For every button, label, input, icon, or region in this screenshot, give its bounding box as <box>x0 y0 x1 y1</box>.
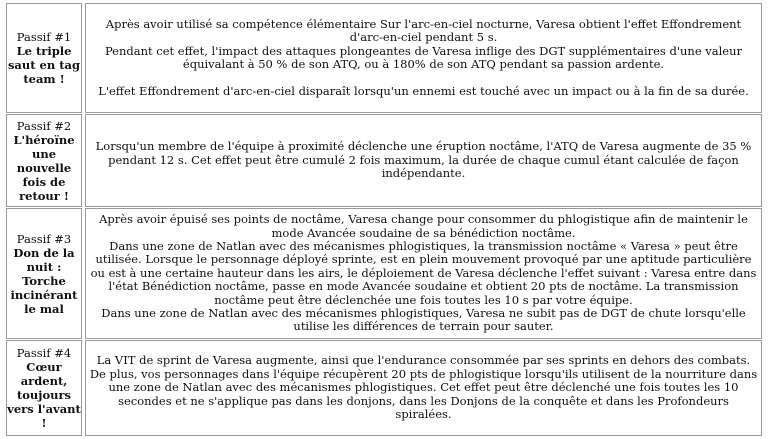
passive-header-cell <box>6 114 82 207</box>
paragraph-spacer <box>89 71 758 84</box>
passive-name: Cœur ardent, toujours vers l'avant ! <box>7 360 81 430</box>
passive-description-cell <box>85 3 762 113</box>
description-paragraph: Pendant cet effet, l'impact des attaques plongeantes de Varesa inflige des DGT supplémentaires d'une valeur équivalant à 50 % de son ATQ, ou à 180% de son ATQ pendant sa passion ardente. <box>104 43 743 71</box>
passive-label: Passif #4 <box>16 346 72 360</box>
description-paragraph: Dans une zone de Natlan avec des mécanismes phlogistiques, Varesa ne subit pas de DGT de chute lorsqu'elle utilise les différences de terrain pour sauter. <box>101 306 746 334</box>
passive-name: Le triple saut en tag team ! <box>7 44 81 86</box>
description-paragraph: Lorsqu'un membre de l'équipe à proximité déclenche une éruption noctâme, l'ATQ de Varesa augmente de 35 % pendant 12 s. Cet effet peut être cumulé 2 fois maximum, la durée de chaque cumul étant calculée de façon indépendante. <box>95 139 752 181</box>
passive-name: L'héroïne une nouvelle fois de retour ! <box>13 132 75 203</box>
passive-description-cell <box>85 114 762 207</box>
description-paragraph: Dans une zone de Natlan avec des mécanismes phlogistiques, la transmission noctâme « Varesa » peut être utilisée. Lorsque le personnage déployé sprinte, est en plein mouvement provoqué par une aptitude particulière ou est à une certaine hauteur dans les airs, le déploiement de Varesa déclenche l'effet suivant : Varesa entre dans l'état Bénédiction noctâme, passe en mode Avancée soudaine et obtient 20 pts de noctâme. La transmission noctâme peut être déclenchée une fois toutes les 10 s par votre équipe. <box>90 238 757 307</box>
passive-label: Passif #2 <box>16 118 72 133</box>
passive-label: Passif #1 <box>16 30 72 44</box>
passive-row-1 <box>4 3 764 113</box>
passive-header-cell <box>6 3 82 113</box>
passive-row-3 <box>4 208 764 339</box>
passive-name: Don de la nuit : Torche incinérant le mal <box>10 245 78 316</box>
description-paragraph: La VIT de sprint de Varesa augmente, ainsi que l'endurance consommée par ses sprints en dehors des combats. <box>96 353 751 368</box>
description-paragraph: Après avoir utilisé sa compétence élémentaire Sur l'arc-en-ciel nocturne, Varesa obtient l'effet Effondrement d'arc-en-ciel pendant 5 s. <box>105 16 742 45</box>
passive-header-cell <box>6 340 82 436</box>
passive-description-cell <box>85 340 762 436</box>
passive-description-cell <box>85 208 762 339</box>
description-paragraph: L'effet Effondrement d'arc-en-ciel disparaît lorsqu'un ennemi est touché avec un impact ou à la fin de sa durée. <box>98 83 749 98</box>
description-paragraph: Après avoir épuisé ses points de noctâme, Varesa change pour consommer du phlogistique afin de maintenir le mode Avancée soudaine de sa bénédiction noctâme. <box>99 212 748 240</box>
passive-row-4 <box>4 340 764 436</box>
description-paragraph: De plus, vos personnages dans l'équipe récupèrent 20 pts de phlogistique lorsqu'ils utilisent de la nourriture dans une zone de Natlan avec des mécanismes phlogistiques. Cet effet peut être déclenché une fois toutes les 10 secondes et ne s'applique pas dans les donjons, dans les Donjons de la conquête et dans les Profondeurs spiralées. <box>89 366 758 422</box>
passive-talents-table <box>4 3 764 436</box>
passive-header-cell <box>6 208 82 339</box>
passive-label: Passif #3 <box>16 231 72 246</box>
passive-row-2 <box>4 114 764 207</box>
